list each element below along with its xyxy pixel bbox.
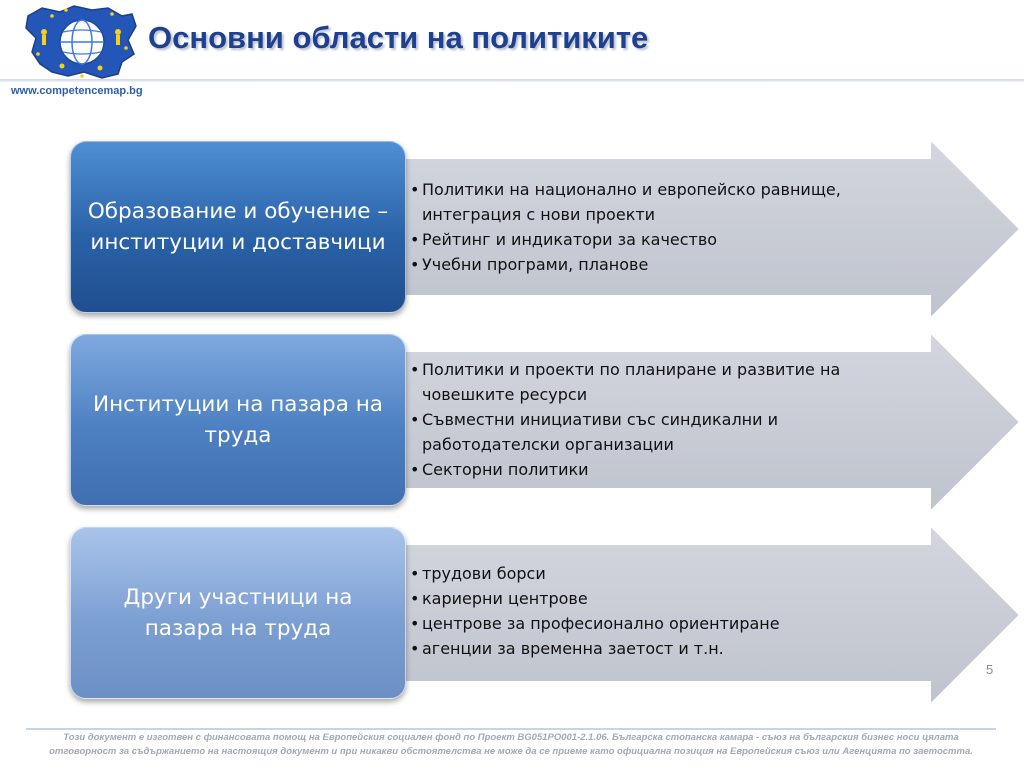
policy-row-education: [0, 137, 1024, 322]
list-item: • кариерни центрове: [410, 586, 890, 611]
list-item: • трудови борси: [410, 561, 890, 586]
section-heading-other-participants: Други участници на пазара на труда: [70, 527, 406, 699]
policy-row-labour-institutions: [0, 330, 1024, 515]
policy-row-other-participants: [0, 523, 1024, 708]
footer-line-2: отговорност за съдържанието на настоящия документ и при никакви обстоятелства не може да се приеме като официална позиция на Европейския съюз или Агенцията по заетостта.: [49, 746, 973, 757]
list-item: • агенции за временна заетост и т.н.: [410, 636, 890, 661]
list-item: • Съвместни инициативи със синдикални и работодателски организации: [410, 407, 890, 457]
bulgaria-map-logo-icon: [22, 2, 140, 84]
list-item: • Секторни политики: [410, 457, 890, 482]
bullet-list-other-participants: [410, 561, 890, 661]
list-item: • Учебни програми, планове: [410, 252, 890, 277]
bullet-list-education: [410, 177, 890, 277]
list-item: • Политики на национално и европейско равнище, интеграция с нови проекти: [410, 177, 890, 227]
footer-disclaimer: [26, 731, 996, 759]
footer-divider: [26, 728, 996, 730]
section-heading-education: Образование и обучение – институции и доставчици: [70, 141, 406, 313]
logo: [22, 2, 140, 84]
section-heading-labour-institutions: Институции на пазара на труда: [70, 334, 406, 506]
header-divider: [0, 79, 1024, 82]
list-item: • Рейтинг и индикатори за качество: [410, 227, 890, 252]
page-number: 5: [986, 662, 994, 677]
page-title: Основни области на политиките: [148, 20, 649, 55]
website-link[interactable]: www.competencemap.bg: [11, 85, 143, 97]
list-item: • центрове за професионално ориентиране: [410, 611, 890, 636]
list-item: • Политики и проекти по планиране и развитие на човешките ресурси: [410, 357, 890, 407]
bullet-list-labour-institutions: [410, 357, 890, 482]
footer-line-1: Този документ е изготвен с финансовата помощ на Европейския социален фонд по Проект BG051PO001-2.1.06. Българска стопанска камара - съюз на българския бизнес носи цялата: [63, 732, 959, 743]
